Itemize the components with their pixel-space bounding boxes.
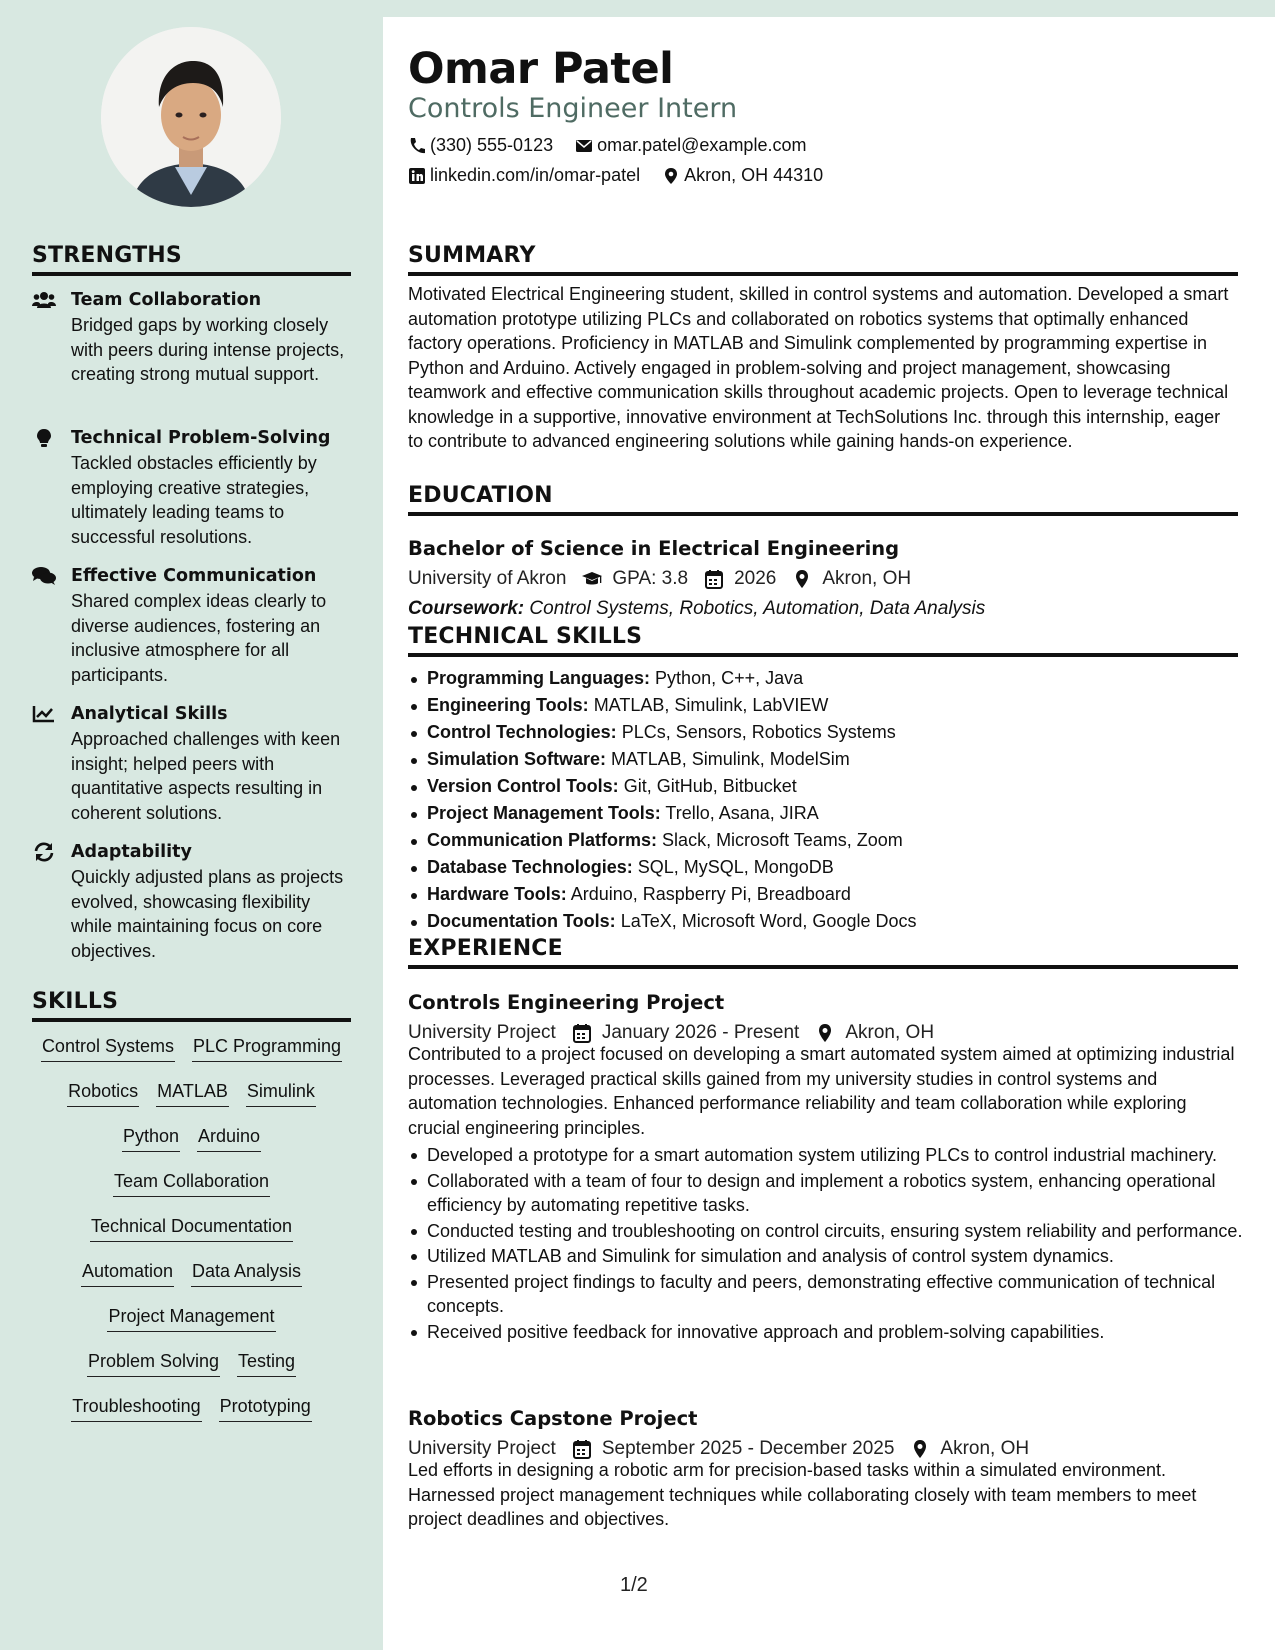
coursework-label: Coursework: — [408, 598, 525, 619]
skill-tag: MATLAB — [156, 1079, 229, 1107]
strengths-heading: STRENGTHS — [32, 243, 351, 276]
map-marker-icon — [910, 1439, 930, 1459]
list-item: Documentation Tools: LaTeX, Microsoft Word, Google Docs — [427, 908, 1257, 935]
sidebar — [0, 0, 383, 1650]
job-dates: September 2025 - December 2025 — [601, 1438, 895, 1459]
skill-tag: Team Collaboration — [113, 1169, 270, 1197]
job-title: Robotics Capstone Project — [408, 1407, 698, 1430]
skill-tag: Data Analysis — [191, 1259, 302, 1287]
strength-item — [32, 840, 352, 963]
map-marker-icon — [815, 1023, 835, 1043]
envelope-icon — [575, 137, 593, 155]
list-item: Hardware Tools: Arduino, Raspberry Pi, Breadboard — [427, 881, 1257, 908]
users-icon — [32, 290, 56, 310]
contact-row — [408, 135, 806, 156]
avatar — [101, 27, 281, 207]
list-item: Engineering Tools: MATLAB, Simulink, LabVIEW — [427, 692, 1257, 719]
job-description: Contributed to a project focused on developing a smart automated system aimed at optimizing industrial processes. Leveraged practical skills gained from my university studies in control systems and automation technologies. Enhanced performance reliability and team collaboration while exploring crucial engineering principles. — [408, 1044, 1235, 1138]
list-item: Developed a prototype for a smart automation system utilizing PLCs to control industrial machinery. — [427, 1143, 1257, 1168]
skill-tag: Robotics — [67, 1079, 139, 1107]
lightbulb-icon — [32, 428, 56, 448]
strength-item — [32, 702, 352, 825]
coursework — [408, 598, 985, 620]
email-text: omar.patel@example.com — [597, 135, 807, 155]
job-location: Akron, OH — [940, 1438, 1030, 1459]
contact-linkedin — [408, 165, 640, 186]
list-item: Utilized MATLAB and Simulink for simulation and analysis of control system dynamics. — [427, 1244, 1257, 1269]
strength-description: Shared complex ideas clearly to diverse audiences, fostering an inclusive atmosphere for all participants. — [71, 591, 327, 685]
calendar-icon — [572, 1023, 592, 1043]
list-item: Simulation Software: MATLAB, Simulink, ModelSim — [427, 746, 1257, 773]
comments-icon — [32, 566, 56, 586]
strength-item — [32, 426, 352, 549]
strength-item — [32, 564, 352, 687]
job-org: University Project — [408, 1022, 556, 1043]
candidate-role: Controls Engineer Intern — [408, 93, 738, 124]
job-org: University Project — [408, 1438, 556, 1459]
linkedin-icon — [408, 167, 426, 185]
skill-tag: Prototyping — [219, 1394, 312, 1422]
skill-tag: Simulink — [246, 1079, 316, 1107]
strength-title: Team Collaboration — [71, 290, 262, 310]
list-item: Project Management Tools: Trello, Asana, JIRA — [427, 800, 1257, 827]
contact-phone — [408, 135, 553, 156]
graduation-year: 2026 — [734, 568, 777, 589]
strength-description: Tackled obstacles efficiently by employing creative strategies, ultimately leading teams to successful resolutions. — [71, 453, 317, 547]
strength-description: Bridged gaps by working closely with peers during intense projects, creating strong mutual support. — [71, 315, 345, 384]
coursework-text: Control Systems, Robotics, Automation, Data Analysis — [529, 598, 986, 619]
job-description: Led efforts in designing a robotic arm for precision-based tasks within a simulated environment. Harnessed project management techniques while collaborating closely with team members to meet project deadlines and objectives. — [408, 1460, 1197, 1529]
list-item: Version Control Tools: Git, GitHub, Bitbucket — [427, 773, 1257, 800]
main-content — [383, 17, 1275, 1650]
graduation-cap-icon — [582, 569, 602, 589]
job-dates: January 2026 - Present — [601, 1022, 800, 1043]
list-item: Presented project findings to faculty and peers, demonstrating effective communication of technical concepts. — [427, 1270, 1257, 1319]
list-item: Control Technologies: PLCs, Sensors, Robotics Systems — [427, 719, 1257, 746]
strength-item — [32, 288, 352, 387]
skill-tag: PLC Programming — [192, 1034, 342, 1062]
skill-tag: Automation — [81, 1259, 174, 1287]
list-item: Received positive feedback for innovative approach and problem-solving capabilities. — [427, 1320, 1257, 1345]
gpa-text: GPA: 3.8 — [612, 568, 689, 589]
strength-title: Technical Problem-Solving — [71, 428, 331, 448]
map-marker-icon — [662, 167, 680, 185]
education-heading: EDUCATION — [408, 483, 1238, 516]
contact-row — [408, 165, 823, 186]
map-marker-icon — [792, 569, 812, 589]
contact-email — [575, 135, 806, 156]
skill-tag: Python — [122, 1124, 180, 1152]
job-location: Akron, OH — [845, 1022, 935, 1043]
list-item: Database Technologies: SQL, MySQL, MongoDB — [427, 854, 1257, 881]
phone-icon — [408, 137, 426, 155]
list-item: Collaborated with a team of four to design and implement a robotics system, enhancing operational efficiency by automating repetitive tasks. — [427, 1169, 1257, 1218]
skill-tag: Problem Solving — [87, 1349, 220, 1377]
job-title: Controls Engineering Project — [408, 991, 725, 1014]
job-bullets — [408, 1143, 1257, 1345]
skill-tag: Arduino — [197, 1124, 261, 1152]
degree-title: Bachelor of Science in Electrical Engineering — [408, 537, 900, 560]
list-item: Communication Platforms: Slack, Microsoft Teams, Zoom — [427, 827, 1257, 854]
school-name: University of Akron — [408, 568, 567, 589]
strength-description: Approached challenges with keen insight; helped peers with quantitative aspects resulting in coherent solutions. — [71, 729, 341, 823]
education-location: Akron, OH — [822, 568, 912, 589]
education-meta — [408, 568, 911, 590]
profile-photo — [101, 27, 281, 207]
job-meta — [408, 1022, 934, 1044]
skills-tags — [32, 1034, 351, 1439]
experience-heading: EXPERIENCE — [408, 936, 1238, 969]
skill-tag: Project Management — [107, 1304, 275, 1332]
job-meta — [408, 1438, 1029, 1460]
strength-title: Adaptability — [71, 842, 192, 862]
calendar-icon — [704, 569, 724, 589]
candidate-name: Omar Patel — [408, 44, 674, 94]
skill-tag: Testing — [237, 1349, 296, 1377]
strength-title: Analytical Skills — [71, 704, 228, 724]
skill-tag: Control Systems — [41, 1034, 175, 1062]
calendar-icon — [572, 1439, 592, 1459]
summary-heading: SUMMARY — [408, 243, 1238, 276]
skill-tag: Troubleshooting — [71, 1394, 201, 1422]
chart-line-icon — [32, 704, 56, 724]
contact-location — [662, 165, 823, 186]
list-item: Programming Languages: Python, C++, Java — [427, 665, 1257, 692]
strength-description: Quickly adjusted plans as projects evolved, showcasing flexibility while maintaining focus on core objectives. — [71, 867, 344, 961]
list-item: Conducted testing and troubleshooting on control circuits, ensuring system reliability and performance. — [427, 1219, 1257, 1244]
technical-skills-list — [408, 665, 1257, 935]
skills-heading: SKILLS — [32, 989, 351, 1022]
phone-text: (330) 555-0123 — [430, 135, 554, 155]
technical-skills-heading: TECHNICAL SKILLS — [408, 624, 1238, 657]
location-text: Akron, OH 44310 — [684, 165, 824, 185]
strength-title: Effective Communication — [71, 566, 317, 586]
page-number: 1/2 — [620, 1574, 648, 1596]
linkedin-text: linkedin.com/in/omar-patel — [430, 165, 641, 185]
skill-tag: Technical Documentation — [90, 1214, 293, 1242]
sync-icon — [32, 842, 56, 862]
summary-text: Motivated Electrical Engineering student, skilled in control systems and automation. Developed a smart automation prototype utilizing PLCs and collaborated on robotics systems that optimally enhanced factory operations. Proficiency in MATLAB and Simulink complemented by programming expertise in Python and Arduino. Actively engaged in problem-solving and project management, showcasing teamwork and effective communication skills throughout academic projects. Open to leverage technical knowledge in a supportive, innovative environment at TechSolutions Inc. through this internship, eager to contribute to advanced engineering solutions while gaining hands-on experience. — [408, 284, 1229, 451]
